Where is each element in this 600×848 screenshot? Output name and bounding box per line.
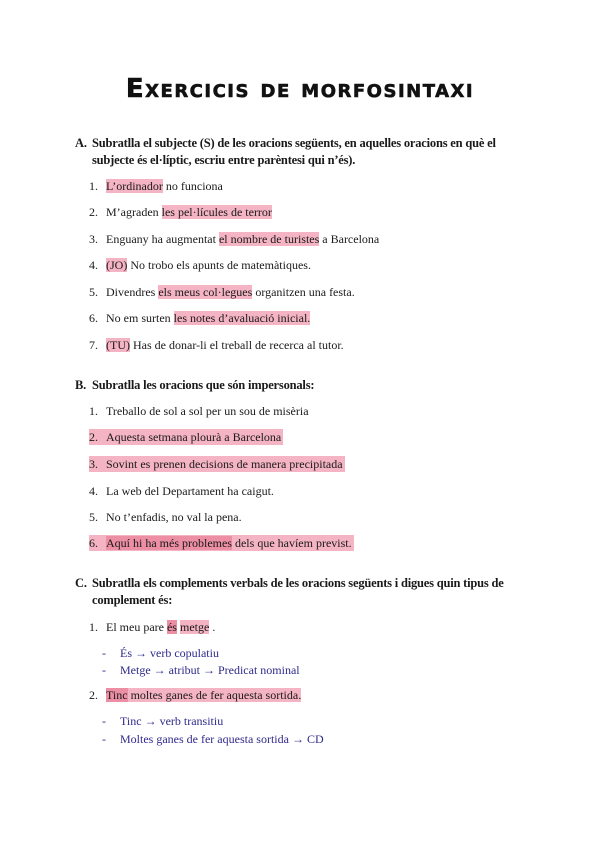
list-item (89, 284, 355, 300)
dash-bullet: - (102, 646, 106, 660)
section-b-letter: B. (75, 378, 87, 392)
item-text: dels que havíem previst. (231, 536, 352, 550)
item-number: 4. (89, 258, 98, 272)
highlighted-verb: Tinc (106, 688, 128, 702)
sub-item (102, 662, 300, 678)
highlighted-subject: (JO) (106, 258, 128, 272)
item-number: 5. (89, 285, 98, 299)
item-number: 5. (89, 510, 98, 524)
item-number: 3. (89, 232, 98, 246)
list-item (89, 231, 379, 247)
item-text: No t’enfadis, no val la pena. (106, 510, 242, 524)
item-text: El meu pare (106, 620, 167, 634)
highlighted-subject: el nombre de turistes (218, 232, 320, 246)
section-a-text: Subratlla el subjecte (S) de les oracions següents, en aquelles oracions en què el subjecte és el·líptic, escriu entre parèntesi qui n’és). (92, 136, 496, 167)
item-text: No em surten (106, 311, 174, 325)
section-a-heading (75, 135, 515, 169)
list-item (89, 257, 311, 273)
highlighted-subject: L’ordinador (106, 179, 163, 193)
item-text: Has de donar-li el treball de recerca al tutor. (130, 338, 344, 352)
section-c-text: Subratlla els complements verbals de les oracions següents i digues quin tipus de complement és: (92, 576, 504, 607)
highlighted-attribute: metge (179, 620, 210, 634)
item-number: 3. (89, 457, 98, 471)
item-text: Enguany ha augmentat (106, 232, 219, 246)
list-item (89, 204, 272, 220)
section-a-letter: A. (75, 136, 87, 150)
section-b-text: Subratlla les oracions que són impersonals: (92, 378, 315, 392)
list-item (89, 509, 242, 525)
item-number: 6. (89, 536, 98, 550)
item-text: Aquesta setmana plourà a Barcelona (106, 430, 282, 444)
list-item (89, 619, 215, 635)
sub-item-text: Tinc → verb transitiu (120, 714, 224, 728)
list-item (89, 687, 301, 703)
item-number: 2. (89, 430, 98, 444)
dash-bullet: - (102, 714, 106, 728)
dash-bullet: - (102, 732, 106, 746)
item-text: Sovint es prenen decisions de manera precipitada (106, 457, 343, 471)
item-text: La web del Departament ha caigut. (106, 484, 274, 498)
item-number: 1. (89, 620, 98, 634)
section-c-heading (75, 575, 515, 609)
item-text: . (298, 688, 302, 702)
highlighted-verb: és (166, 620, 177, 634)
page-title: Exercicis de morfosintaxi (125, 74, 475, 104)
sub-item (102, 713, 223, 729)
item-number: 1. (89, 404, 98, 418)
highlighted-subject: les pel·lícules de terror (161, 205, 272, 219)
highlighted-subject: les notes d’avaluació inicial. (173, 311, 311, 325)
list-item-highlighted (89, 535, 354, 551)
highlighted-strong: Aquí hi ha més problemes (106, 536, 232, 550)
item-text: Divendres (106, 285, 159, 299)
sub-item (102, 645, 219, 661)
item-text: no funciona (162, 179, 223, 193)
item-number: 7. (89, 338, 98, 352)
item-text: . (209, 620, 216, 634)
item-text: M’agraden (106, 205, 162, 219)
dash-bullet: - (102, 663, 106, 677)
item-number: 1. (89, 179, 98, 193)
list-item (89, 178, 223, 194)
item-number: 6. (89, 311, 98, 325)
sub-item-text: És → verb copulatiu (120, 646, 219, 660)
item-number: 4. (89, 484, 98, 498)
item-number: 2. (89, 205, 98, 219)
highlighted-subject: els meus col·legues (158, 285, 253, 299)
sub-item-text: Metge → atribut → Predicat nominal (120, 663, 300, 677)
item-text: organitzen una festa. (252, 285, 355, 299)
item-text: a Barcelona (319, 232, 380, 246)
list-item (89, 337, 344, 353)
highlighted-object: moltes ganes de fer aquesta sortida (127, 688, 299, 702)
list-item-highlighted (89, 429, 283, 445)
section-b-heading (75, 377, 515, 394)
sub-item-text: Moltes ganes de fer aquesta sortida → CD (120, 732, 324, 746)
item-text: Treballo de sol a sol per un sou de misèria (106, 404, 309, 418)
item-text: No trobo els apunts de matemàtiques. (127, 258, 311, 272)
list-item (89, 483, 274, 499)
item-number: 2. (89, 688, 98, 702)
highlighted-subject: (TU) (106, 338, 130, 352)
sub-item (102, 731, 324, 747)
list-item-highlighted (89, 456, 345, 472)
list-item (89, 403, 309, 419)
list-item (89, 310, 310, 326)
section-c-letter: C. (75, 576, 87, 590)
